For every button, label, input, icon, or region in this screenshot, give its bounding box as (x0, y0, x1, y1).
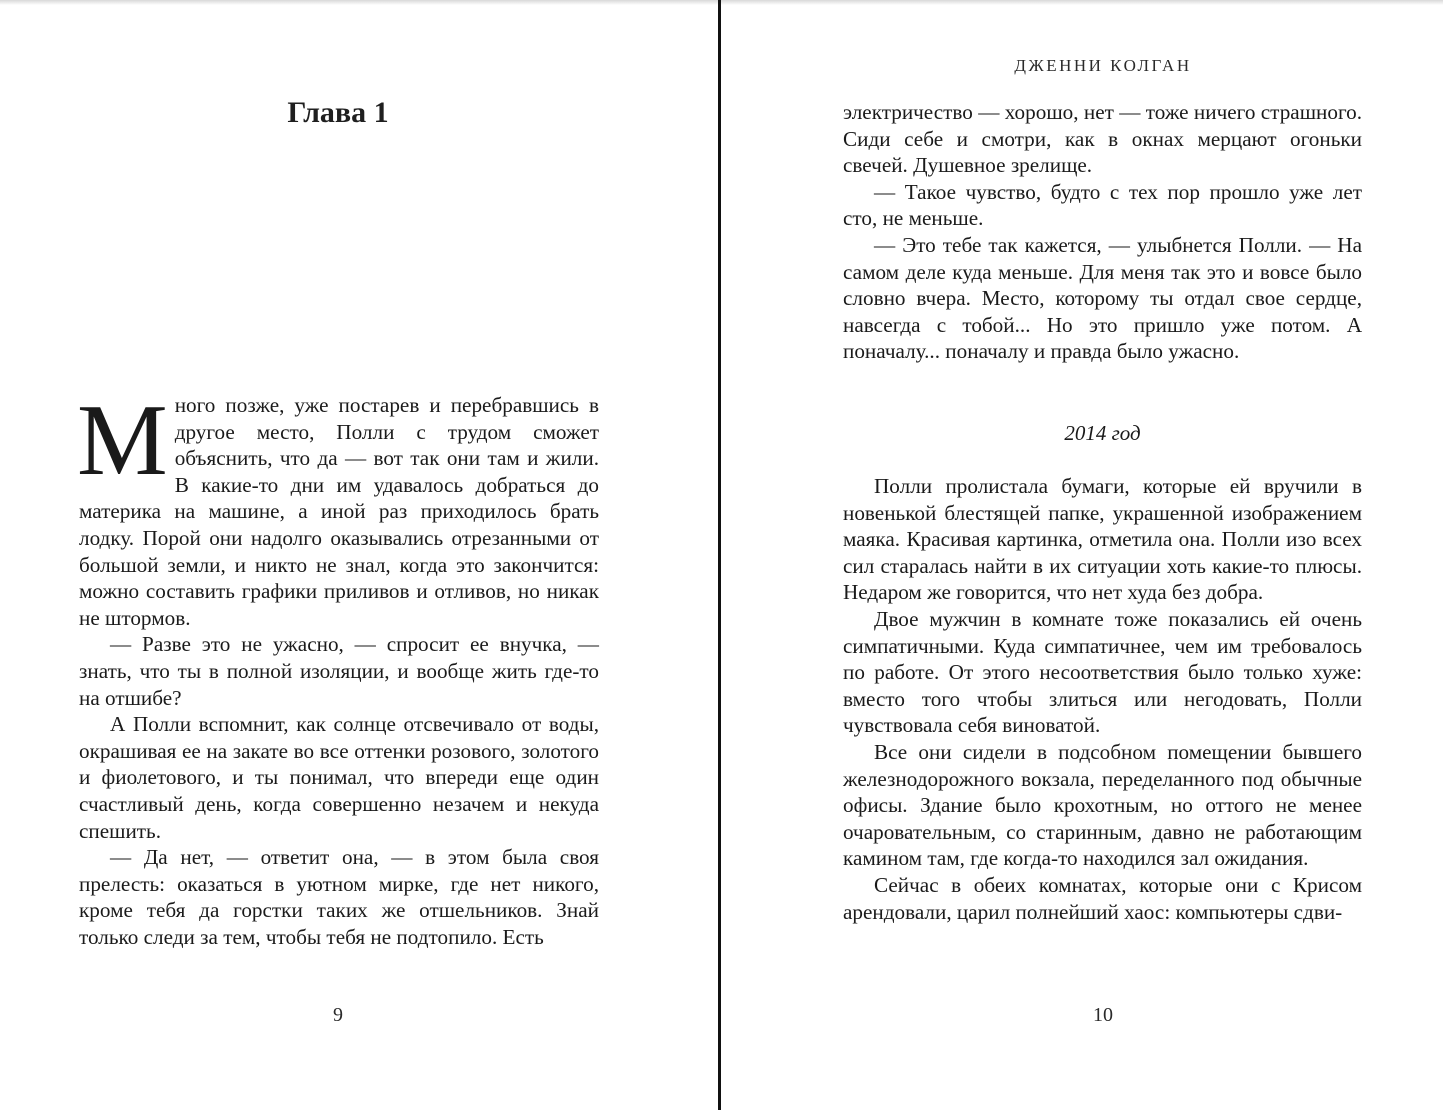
paragraph: А Полли вспомнит, как солнце отсвечивало от воды, окрашивая ее на закате во все оттенки розового, золотого и фиолетового, и ты понимал, что впереди еще один счастливый день, когда совершенно незачем и некуда спешить. (79, 712, 599, 843)
opening-paragraph (77, 384, 599, 631)
running-head-author: ДЖЕННИ КОЛГАН (1014, 56, 1192, 75)
paragraph: — Разве это не ужасно, — спросит ее внучка, — знать, что ты в полной изоляции, и вообще жить где-то на отшибе? (79, 632, 599, 710)
paragraph: — Это тебе так кажется, — улыбнется Полли. — На самом деле куда меньше. Для меня так это и вовсе было словно вчера. Место, которому ты отдал свое сердце, навсегда с тобой... Но это пришло уже потом. А поначалу... поначалу и правда было ужасно. (843, 232, 1362, 364)
right-page (721, 0, 1443, 1110)
left-page-body (77, 384, 599, 950)
chapter-title: Глава 1 (287, 96, 389, 129)
drop-cap: М (77, 384, 168, 497)
paragraph: Полли пролистала бумаги, которые ей вручили в новенькой блестящей папке, украшенной изображением маяка. Красивая картинка, отметила она. Полли изо всех сил старалась найти в их ситуации хоть какие-то плюсы. Недаром же говорится, что нет худа без добра. (843, 474, 1362, 605)
paragraph-continued: электричество — хорошо, нет — тоже ничего страшного. Сиди себе и смотри, как в окнах мерцают огоньки свечей. Душевное зрелище. (843, 100, 1362, 178)
paragraph: Двое мужчин в комнате тоже показались ей очень симпатичными. Куда симпатичнее, чем им требовалось по работе. От этого несоответствия было только хуже: вместо того чтобы злиться или негодовать, Полли чувствовала себя виноватой. (843, 606, 1362, 738)
paragraph: Сейчас в обеих комнатах, которые они с Крисом арендовали, царил полнейший хаос: компьютеры сдви- (843, 872, 1362, 924)
opening-paragraph-text: ного позже, уже постарев и перебравшись в другое место, Полли с трудом сможет объяснить, что да — вот так они там и жили. В какие-то дни им удавалось добраться до материка на машине, а иной раз приходилось брать лодку. Порой они надолго оказывались отрезанными от большой земли, и никто не знал, когда это закончится: можно составить графики приливов и отливов, но никак не штормов. (79, 393, 599, 630)
paragraph: Все они сидели в подсобном помещении бывшего железнодорожного вокзала, переделанного под обычные офисы. Здание было крохотным, но оттого не менее очаровательным, со старинным, давно не работающим камином там, где когда-то находился зал ожидания. (843, 739, 1362, 871)
page-number-right: 10 (1093, 1004, 1113, 1026)
page-number-left: 9 (333, 1004, 343, 1026)
right-page-body-bottom (843, 473, 1362, 925)
paragraph: — Да нет, — ответит она, — в этом была своя прелесть: оказаться в уютном мирке, где нет никого, кроме тебя да горстки таких же отшельников. Знай только следи за тем, чтобы тебя не подтопило. Есть (79, 845, 599, 949)
section-heading-year: 2014 год (1064, 421, 1141, 445)
paragraph: — Такое чувство, будто с тех пор прошло уже лет сто, не меньше. (843, 179, 1362, 231)
left-page (0, 0, 718, 1110)
right-page-body-top (843, 99, 1362, 365)
